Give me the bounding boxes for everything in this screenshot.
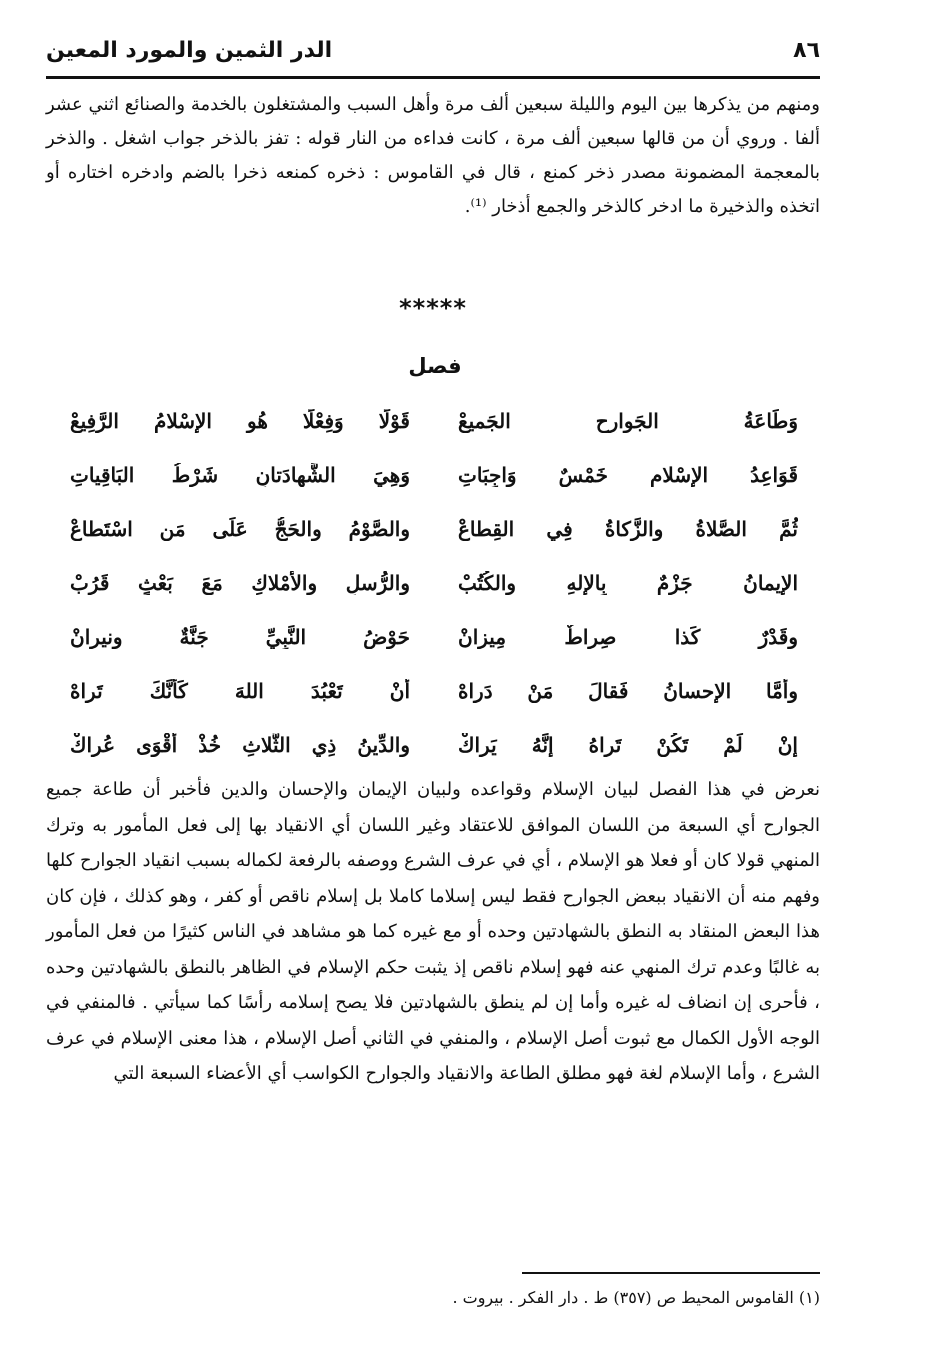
poem-verses	[70, 394, 798, 772]
page-number: ٨٦	[793, 37, 820, 63]
verse-first-hemistich: إِنْ لَمْ تَكُنْ تَراهُ إِنَّهُ يَراكْ	[458, 733, 798, 757]
verse-first-hemistich: قَوَاعِدُ الإِسْلامِ خَمْسٌ وَاجِبَاتِ	[458, 463, 798, 487]
section-title: فصل	[408, 354, 462, 378]
running-header	[46, 28, 820, 72]
verse-line	[70, 664, 798, 718]
verse-second-hemistich: والصَّوْمُ والحَجُّ عَلَى مَنِ اسْتَطاعْ	[70, 517, 410, 541]
verse-first-hemistich: الإِيمانُ جَزْمٌ بِالإِلهِ والكُتُبْ	[458, 571, 798, 595]
header-divider	[46, 76, 820, 79]
verse-second-hemistich: والدِّينُ ذِي الثَّلاثِ خُذْ أَقْوَى عُراكْ	[70, 733, 410, 757]
verse-first-hemistich: ثُمَّ الصَّلاةُ والزَّكاةُ فِي القِطاعْ	[458, 517, 798, 541]
verse-second-hemistich: أَنْ تَعْبُدَ اللهَ كَأَنَّكَ تَراهْ	[70, 679, 410, 703]
book-title: الدر الثمين والمورد المعين	[46, 37, 333, 63]
verse-second-hemistich: حَوْضُ النَّبِيِّ جَنَّةٌ ونيرانْ	[70, 625, 410, 649]
verse-second-hemistich: وَهِيَ الشَّهادَتانِ شَرْطُ البَاقِياتِ	[70, 463, 410, 487]
footnote-divider	[522, 1272, 820, 1274]
verse-line	[70, 718, 798, 772]
verse-line	[70, 394, 798, 448]
verse-line	[70, 448, 798, 502]
verse-first-hemistich: وَطَاعَةُ الجَوارِحِ الجَميعْ	[458, 409, 798, 433]
footnote: (١) القاموس المحيط ص (٣٥٧) ط . دار الفكر . بيروت .	[452, 1288, 820, 1307]
verse-first-hemistich: وأَمَّا الإِحسانُ فَقالَ مَنْ دَراهْ	[458, 679, 798, 703]
verse-line	[70, 502, 798, 556]
section-separator: *****	[399, 294, 467, 322]
verse-second-hemistich: قَوْلًا وَفِعْلًا هُو الإِسْلامُ الرَّفِيعْ	[70, 409, 410, 433]
commentary-paragraph: نعرض في هذا الفصل لبيان الإسلام وقواعده ولبيان الإيمان والإحسان والدين فأخبر أن طاعة جميع الجوارح أي السبعة من اللسان الموافق للاعتقاد وغير اللسان أي الانقياد بها إلى فعل المأمور به وترك المنهي قولا كان أو فعلا هو الإسلام ، أي في عرف الشرع ووصفه بالرفعة لكماله بسبب انقياد الجوارح كلها وفهم منه أن الانقياد ببعض الجوارح فقط ليس إسلاما كاملا بل إسلام ناقص أو كفر ، وهو كذلك ، فإن كان هذا البعض المنقاد به النطق بالشهادتين وحده أو مع غيره كما هو مشاهد في الناس كثيرًا من فعل المأمور به غالبًا وعدم ترك المنهي عنه فهو إسلام ناقص إذ يثبت حكم الإسلام في الظاهر بالنطق بالشهادتين وحده ، فأحرى إن انضاف له غيره وأما إن لم ينطق بالشهادتين فلا يصح إسلامه رأسًا كما سيأتي . فالمنفي في الوجه الأول الكمال مع ثبوت أصل الإسلام ، والمنفي في الثاني أصل الإسلام ، هذا معنى الإسلام في عرف الشرع ، وأما الإسلام لغة فهو مطلق الطاعة والانقياد والجوارح الكواسب أي الأعضاء السبعة التي	[46, 779, 820, 1084]
verse-first-hemistich: وقَدْرٌ كَذا صِراطٌ مِيزانْ	[458, 625, 798, 649]
verse-second-hemistich: والرُّسلِ والأَمْلاكِ مَعَ بَعْثٍ قَرُبْ	[70, 571, 410, 595]
verse-line	[70, 556, 798, 610]
intro-paragraph: ومنهم من يذكرها بين اليوم والليلة سبعين ألف مرة وأهل السبب والمشتغلون بالخدمة والصنائع اثني عشر ألفا . وروي أن من قالها سبعين ألف مرة ، كانت فداءه من النار قوله : تفز بالذخر جواب اشغل . والذخر بالمعجمة المضمونة مصدر ذخر كمنع ، قال في القاموس : ذخره كمنعه ذخرا بالضم وادخره اختاره أو اتخذه والذخيرة ما ادخر كالذخر والجمع أذخار ⁽¹⁾.	[46, 94, 820, 217]
verse-line	[70, 610, 798, 664]
